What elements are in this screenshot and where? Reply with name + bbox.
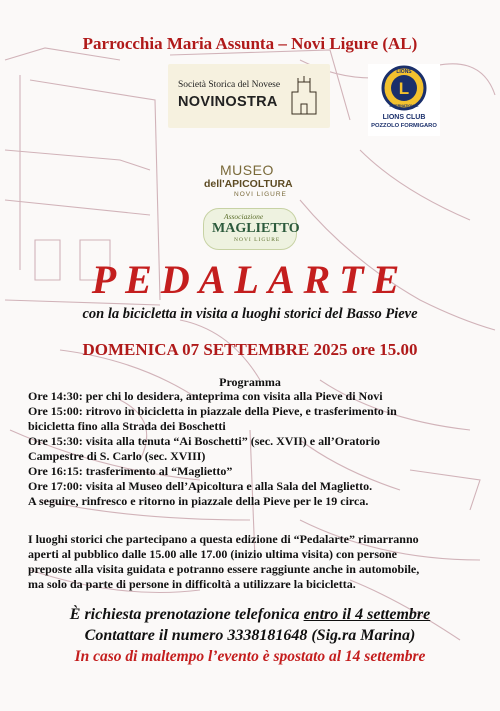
program-line: Ore 16:15: trasferimento al “Maglietto” xyxy=(28,464,233,478)
program-line: bicicletta fino alla Strada dei Boschetti xyxy=(28,419,226,433)
program-line: Campestre di S. Carlo (sec. XVIII) xyxy=(28,449,206,463)
program-heading: Programma xyxy=(219,375,281,389)
lions-logo-line2: POZZOLO FORMIGARO xyxy=(371,123,437,129)
program-line: Ore 15:00: ritrovo in bicicletta in piazzale della Pieve, e trasferimento in xyxy=(28,404,397,418)
lions-emblem-top: LIONS xyxy=(396,69,412,75)
novinostra-logo-line2: NOVINOSTRA xyxy=(178,94,278,110)
program-list xyxy=(28,389,478,509)
lions-emblem-icon xyxy=(368,64,440,112)
info-line: preposte alla visita guidata e potranno essere raggiunte anche in automobile, xyxy=(28,562,420,576)
contact-phone: Contattare il numero 3338181648 (Sig.ra Marina) xyxy=(84,627,416,644)
program-line: A seguire, rinfresco e ritorno in piazzale della Pieve per le 19 circa. xyxy=(28,494,369,508)
event-date: DOMENICA 07 SETTEMBRE 2025 ore 15.00 xyxy=(82,340,418,359)
parish-header: Parrocchia Maria Assunta – Novi Ligure (AL) xyxy=(82,34,418,53)
lions-emblem-bottom: INTERNATIONAL xyxy=(389,104,419,108)
event-title: PEDALARTE xyxy=(91,257,409,302)
maglietto-logo-line2: MAGLIETTO xyxy=(212,221,300,236)
museo-logo-line1: MUSEO xyxy=(220,162,274,178)
program-line: Ore 15:30: visita alla tenuta “Ai Boschetti” (sec. XVII) e all’Oratorio xyxy=(28,434,381,448)
program-line: Ore 14:30: per chi lo desidera, anteprima con visita alla Pieve di Novi xyxy=(28,389,383,403)
reservation-notice xyxy=(0,606,500,624)
info-paragraph xyxy=(28,532,478,592)
program-line: Ore 17:00: visita al Museo dell’Apicoltura e alla Sala del Maglietto. xyxy=(28,479,373,493)
museo-apicoltura-logo xyxy=(200,160,300,206)
info-line: I luoghi storici che partecipano a questa edizione di “Pedalarte” rimarranno xyxy=(28,532,419,546)
lions-club-logo xyxy=(368,64,440,136)
maglietto-association-logo xyxy=(203,208,300,250)
maglietto-logo-line3: NOVI LIGURE xyxy=(234,237,281,243)
museo-logo-line3: NOVI LIGURE xyxy=(234,191,287,198)
weather-notice: In caso di maltempo l’evento è spostato al 14 settembre xyxy=(74,648,426,665)
info-line: aperti al pubblico dalle 15.00 alle 17.00 (inizio ultima visita) con persone xyxy=(28,547,397,561)
info-line: ma solo da parte di persone in difficoltà a utilizzare la bicicletta. xyxy=(28,577,356,591)
novinostra-logo-line1: Società Storica del Novese xyxy=(178,80,281,90)
reservation-deadline: entro il 4 settembre xyxy=(303,606,431,623)
novinostra-logo xyxy=(168,64,330,128)
lions-logo-line1: LIONS CLUB xyxy=(382,114,426,121)
lions-emblem-letter: L xyxy=(398,79,410,98)
castle-sketch-icon xyxy=(286,74,322,118)
maglietto-logo-line1: Associazione xyxy=(224,212,264,221)
event-subtitle: con la bicicletta in visita a luoghi storici del Basso Pieve xyxy=(82,306,418,322)
museo-logo-line2: dell'APICOLTURA xyxy=(204,178,293,190)
reservation-text: È richiesta prenotazione telefonica xyxy=(69,606,304,623)
